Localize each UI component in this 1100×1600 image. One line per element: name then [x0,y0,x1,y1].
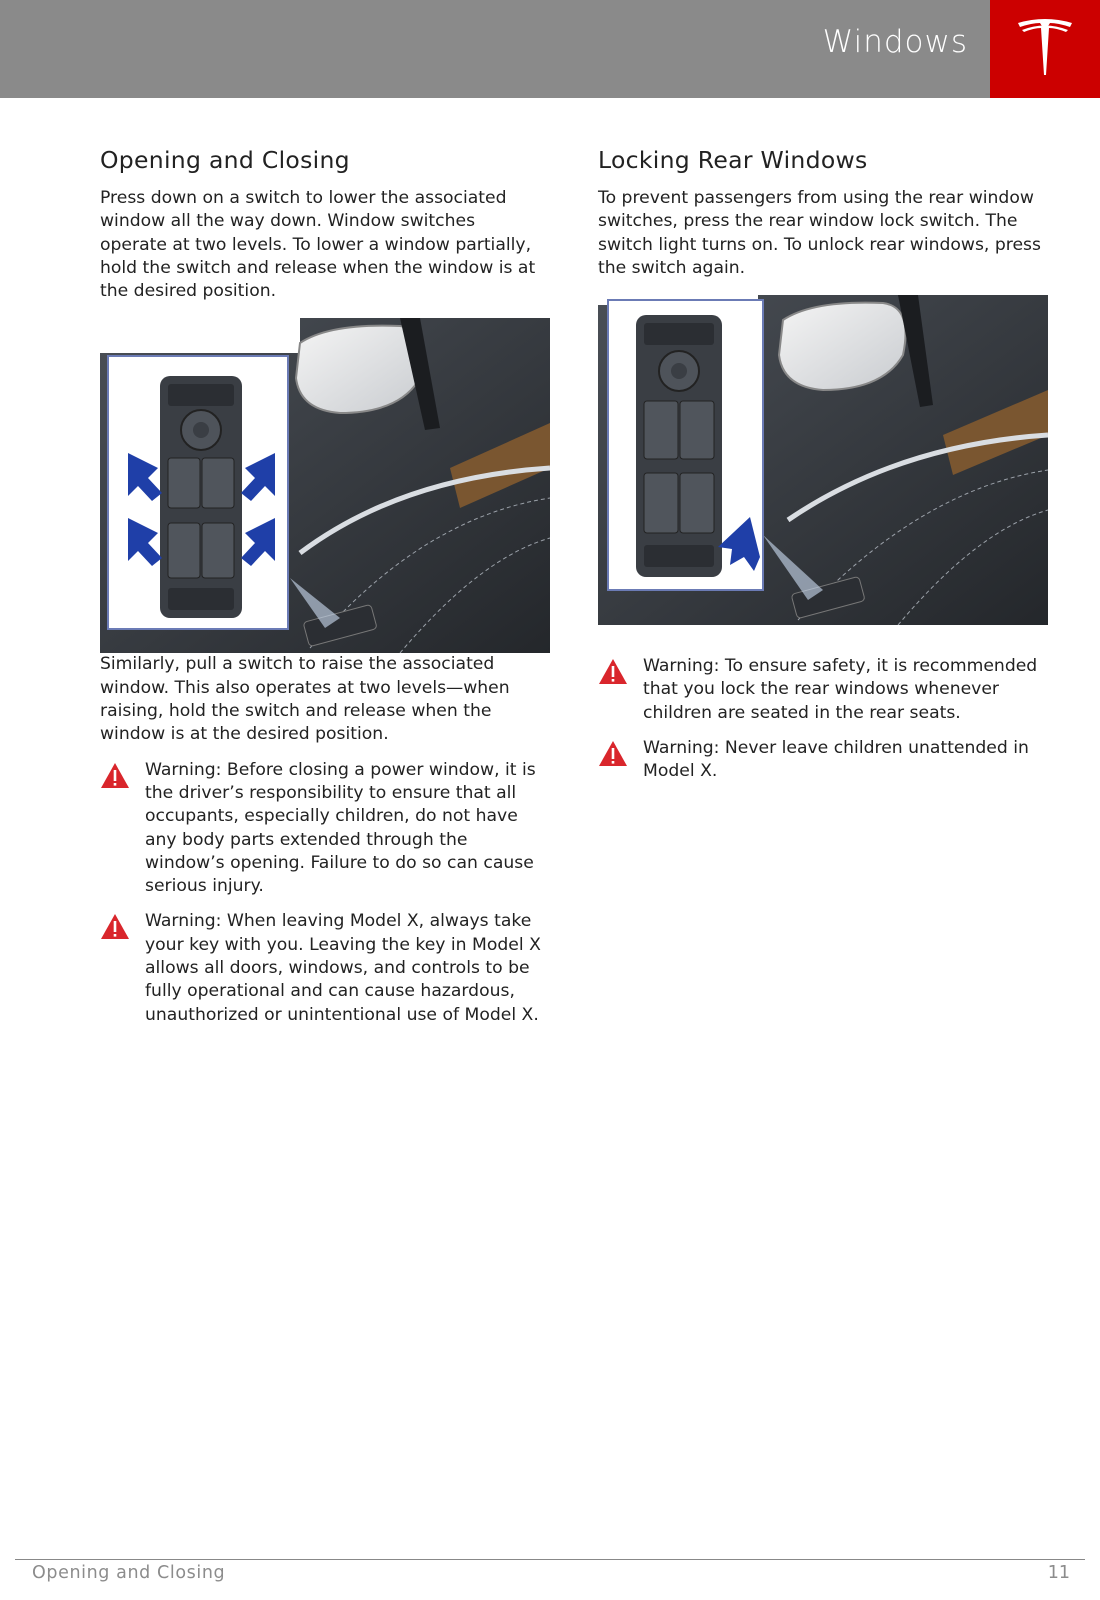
warning-triangle-icon [598,740,628,767]
warning-block [100,910,545,1026]
footer-section-name: Opening and Closing [32,1563,226,1583]
warning-text: Warning: To ensure safety, it is recommended that you lock the rear windows whenever children are seated in the rear seats. [643,656,1038,723]
warning-block [100,759,545,899]
page-header [0,0,1100,98]
locking-intro-text: To prevent passengers from using the rear window switches, press the rear window lock switch. The switch light turns on. To unlock rear windows, press the switch again. [598,188,1041,278]
section-heading-locking-rear-windows: Locking Rear Windows [598,146,868,174]
rear-window-lock-illustration [598,295,1048,625]
section-heading-opening-closing: Opening and Closing [100,146,350,174]
warning-text: Warning: Before closing a power window, it is the driver’s responsibility to ensure that all occupants, especially children, do not have any body parts extended through the window’s opening. Failure to do so can cause serious injury. [145,759,536,897]
footer-divider [15,1559,1085,1560]
warning-triangle-icon [100,762,130,789]
brand-logo-box [990,0,1100,98]
warning-triangle-icon [598,658,628,685]
opening-intro-text: Press down on a switch to lower the associated window all the way down. Window switches operate at two levels. To lower a window partially, hold the switch and release when the window is at the desired position. [100,188,536,302]
tesla-logo-icon [1016,17,1074,77]
warning-text: Warning: When leaving Model X, always take your key with you. Leaving the key in Model X allows all doors, windows, and controls to be fully operational and can cause hazardous, unauthorized or unintentional use of Model X. [145,911,541,1025]
warning-triangle-icon [100,913,130,940]
raising-text: Similarly, pull a switch to raise the associated window. This also operates at two levels—when raising, hold the switch and release when the window is at the desired position. [100,654,510,745]
warning-block [598,655,1043,725]
right-column [598,146,1043,784]
page-number: 11 [1047,1563,1070,1583]
warning-text: Warning: Never leave children unattended in Model X. [643,738,1029,782]
window-switches-illustration [100,318,550,653]
left-column [100,146,545,1027]
page-title: Windows [822,24,968,60]
warning-block [598,737,1043,784]
